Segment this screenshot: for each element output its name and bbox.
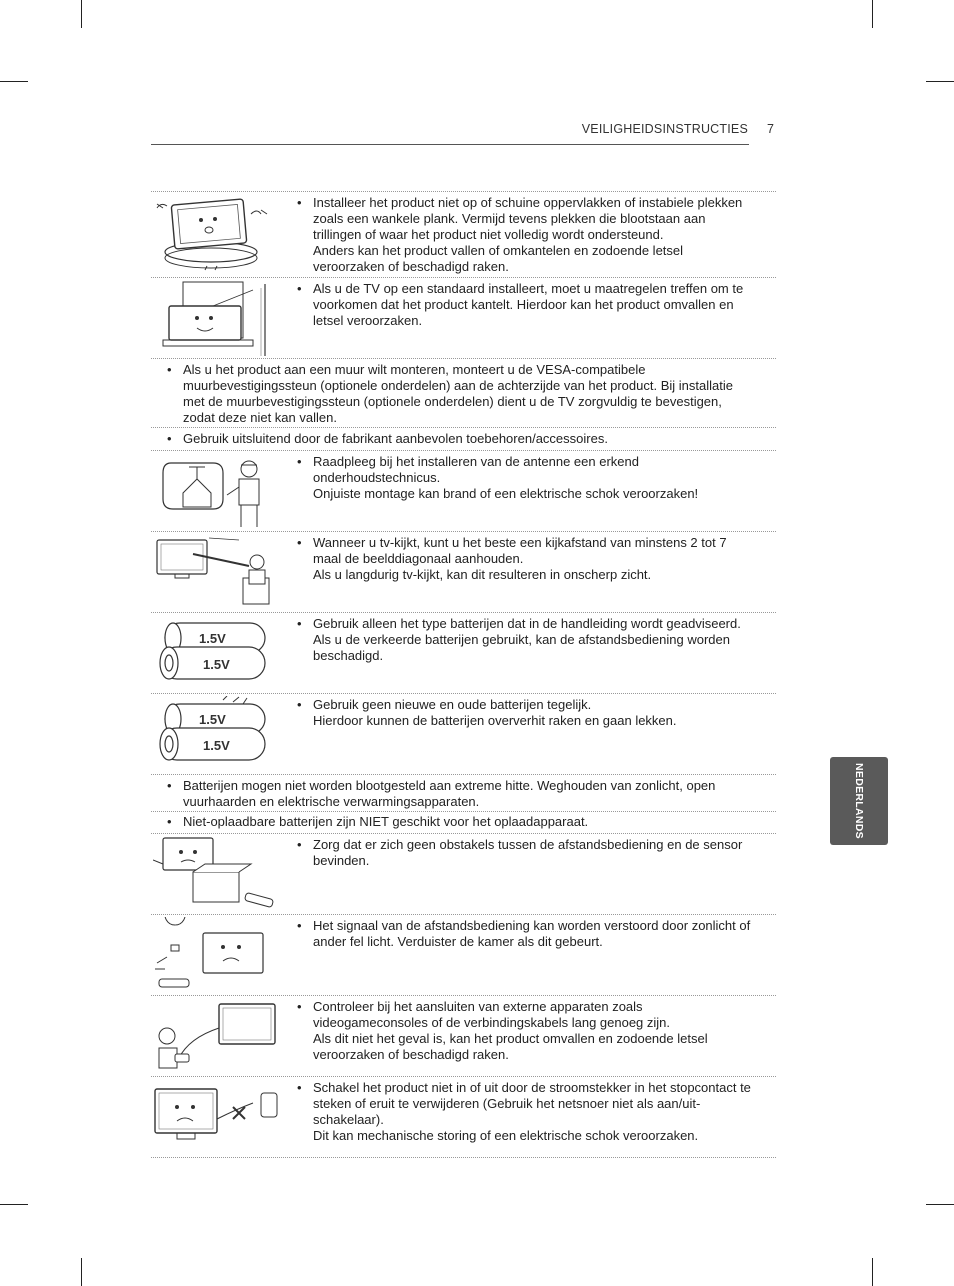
- section-title: VEILIGHEIDSINSTRUCTIES: [581, 122, 748, 136]
- safety-row: [151, 1076, 776, 1158]
- language-tab: [830, 757, 888, 845]
- instruction-text: Zorg dat er zich geen obstakels tussen de afstandsbediening en de sensor bevinden.: [313, 837, 743, 868]
- crop-mark: [926, 81, 954, 82]
- bullet: •: [297, 918, 302, 933]
- instruction-text: Gebruik alleen het type batterijen dat in de handleiding wordt geadviseerd. Als u de verkeerde batterijen gebruikt, kan de afstandsbediening worden beschadigd.: [313, 616, 741, 663]
- mixed-batteries-illustration: [153, 696, 279, 772]
- safety-row: [151, 774, 776, 811]
- instruction-text: Controleer bij het aansluiten van externe apparaten zoals videogameconsoles of de verbindingskabels lang genoeg zijn. Als dit niet het geval is, kan het product omvallen en zodoende letsel veroorzaken of beschadigd raken.: [313, 999, 708, 1062]
- safety-row: [151, 811, 776, 833]
- instruction-text: Het signaal van de afstandsbediening kan worden verstoord door zonlicht of ander fel licht. Verduister de kamer als dit gebeurt.: [313, 918, 751, 949]
- bullet: •: [297, 616, 302, 631]
- viewing-distance-illustration: [153, 534, 279, 610]
- bullet: •: [297, 697, 302, 712]
- tv-on-stand-illustration: [153, 280, 279, 356]
- header-divider: [151, 144, 749, 145]
- bullet: •: [297, 535, 302, 550]
- safety-row: [151, 191, 776, 277]
- crop-mark: [872, 0, 873, 28]
- instruction-text: Raadpleeg bij het installeren van de antenne een erkend onderhoudstechnicus. Onjuiste montage kan brand of een elektrische schok veroorzaken!: [313, 454, 699, 501]
- bullet: •: [167, 431, 172, 446]
- crop-mark: [0, 81, 28, 82]
- bullet: •: [167, 362, 172, 377]
- instruction-text: Als u de TV op een standaard installeert, moet u maatregelen treffen om te voorkomen dat het product kantelt. Hierdoor kan het product omvallen en letsel veroorzaken.: [313, 281, 744, 328]
- technician-antenna-illustration: [153, 453, 279, 529]
- bullet: •: [297, 195, 302, 210]
- safety-row: [151, 914, 776, 995]
- battery-label: 1.5V: [199, 712, 226, 727]
- safety-row: [151, 612, 776, 693]
- safety-row: [151, 531, 776, 612]
- crop-mark: [926, 1204, 954, 1205]
- crop-mark: [81, 1258, 82, 1286]
- battery-label: 1.5V: [203, 657, 230, 672]
- crop-mark: [872, 1258, 873, 1286]
- safety-row: [151, 693, 776, 774]
- instruction-text: Als u het product aan een muur wilt monteren, monteert u de VESA-compatibele muurbevestigingssteun (optionele onderdelen) aan de achterzijde van het product. Bij installatie met de muurbevestigingssteun (optionele onderdelen) dient u de TV zorgvuldig te bevestigen, zodat deze niet kan vallen.: [183, 362, 733, 425]
- page-number: 7: [767, 122, 774, 136]
- safety-row: [151, 358, 776, 427]
- instruction-text: Niet-oplaadbare batterijen zijn NIET geschikt voor het oplaadapparaat.: [183, 814, 589, 829]
- instruction-text: Schakel het product niet in of uit door de stroomstekker in het stopcontact te steken of eruit te verwijderen (Gebruik het netsnoer niet als aan/uit-schakelaar). Dit kan mechanische storing of een elektrische schok veroorzaken.: [313, 1080, 751, 1143]
- safety-row: [151, 995, 776, 1076]
- safety-row: [151, 277, 776, 358]
- crop-mark: [81, 0, 82, 28]
- battery-label: 1.5V: [203, 738, 230, 753]
- instruction-text: Wanneer u tv-kijkt, kunt u het beste een kijkafstand van minstens 2 tot 7 maal de beelddiagonaal aanhouden. Als u langdurig tv-kijkt, kan dit resulteren in onscherp zicht.: [313, 535, 727, 582]
- bullet: •: [167, 814, 172, 829]
- bullet: •: [297, 454, 302, 469]
- safety-row: [151, 427, 776, 450]
- battery-label: 1.5V: [199, 631, 226, 646]
- light-interference-illustration: [153, 917, 279, 993]
- bullet: •: [297, 1080, 302, 1095]
- instruction-text: Batterijen mogen niet worden blootgesteld aan extreme hitte. Weghouden van zonlicht, open vuurhaarden en elektrische verwarmingsapparaten.: [183, 778, 716, 809]
- bullet: •: [297, 281, 302, 296]
- bullet: •: [167, 778, 172, 793]
- bullet: •: [297, 837, 302, 852]
- instruction-text: Installeer het product niet op of schuine oppervlakken of instabiele plekken zoals een wankele plank. Vermijd tevens plekken die blootstaan aan trillingen of waar het product niet volledig wordt ondersteund. Anders kan het product vallen of omkantelen en zodoende letsel veroorzaken of beschadigd raken.: [313, 195, 743, 274]
- bullet: •: [297, 999, 302, 1014]
- game-console-cable-illustration: [153, 998, 279, 1074]
- instruction-text: Gebruik uitsluitend door de fabrikant aanbevolen toebehoren/accessoires.: [183, 431, 608, 446]
- safety-row: [151, 450, 776, 531]
- tv-unstable-surface-illustration: [153, 194, 279, 274]
- power-plug-illustration: [153, 1079, 279, 1155]
- instruction-text: Gebruik geen nieuwe en oude batterijen tegelijk. Hierdoor kunnen de batterijen oververhit raken en gaan lekken.: [313, 697, 677, 728]
- safety-row: [151, 833, 776, 914]
- batteries-illustration: [153, 615, 279, 691]
- language-tab-label: NEDERLANDS: [853, 763, 865, 839]
- remote-obstacle-illustration: [153, 836, 279, 912]
- crop-mark: [0, 1204, 28, 1205]
